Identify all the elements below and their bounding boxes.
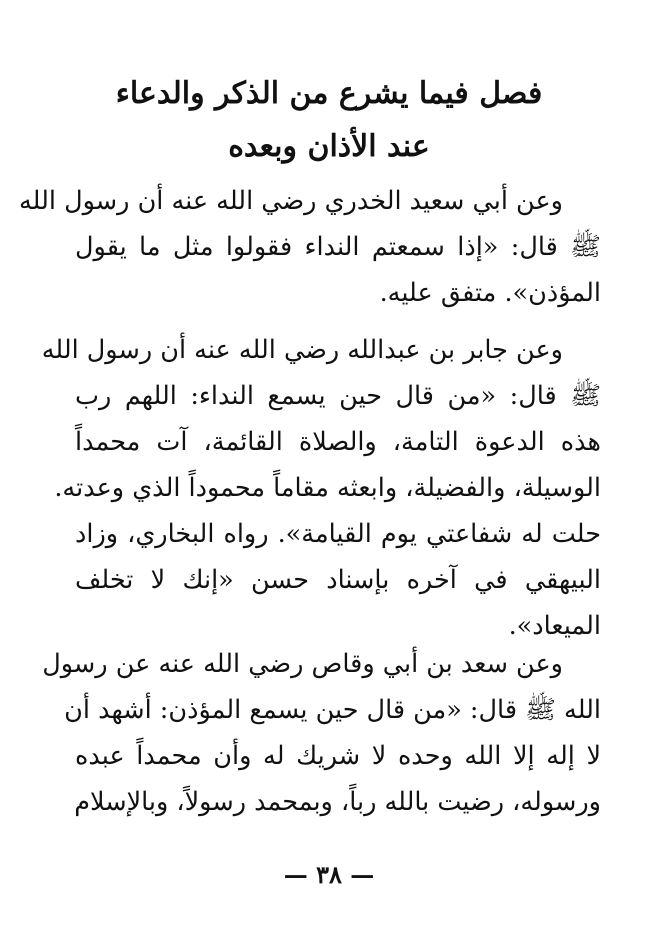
- paragraph-3: [42, 641, 601, 825]
- paragraph-line: البيهقي في آخره بإسناد حسن «إنك لا تخلف: [75, 565, 601, 595]
- section-title: فصل فيما يشرع من الذكر والدعاء: [115, 76, 543, 111]
- paragraph-line: ﷺ قال: «إذا سمعتم النداء فقولوا مثل ما يقول: [75, 232, 601, 262]
- paragraph-line: الوسيلة، والفضيلة، وابعثه مقاماً محموداً الذي وعدته.: [54, 473, 601, 503]
- paragraph-line: ﷺ قال: «من قال حين يسمع النداء: اللهم رب: [75, 381, 601, 411]
- paragraph-line: هذه الدعوة التامة، والصلاة القائمة، آت محمداً: [75, 427, 601, 457]
- paragraph-2: [41, 327, 601, 649]
- paragraph-line: وعن جابر بن عبدالله رضي الله عنه أن رسول الله: [41, 335, 563, 365]
- paragraph-line: الله ﷺ قال: «من قال حين يسمع المؤذن: أشهد أن: [64, 695, 601, 725]
- section-subtitle: عند الأذان وبعده: [228, 129, 430, 164]
- paragraph-line: لا إله إلا الله وحده لا شريك له وأن محمداً عبده: [75, 741, 601, 771]
- page-number: — ٣٨ —: [283, 860, 375, 889]
- paragraph-line: الميعاد».: [508, 611, 601, 641]
- paragraph-line: وعن سعد بن أبي وقاص رضي الله عنه عن رسول: [42, 649, 563, 679]
- paragraph-line: ورسوله، رضيت بالله رباً، وبمحمد رسولاً، وبالإسلام: [74, 787, 601, 817]
- paragraph-line: المؤذن». متفق عليه.: [379, 278, 601, 308]
- paragraph-line: وعن أبي سعيد الخدري رضي الله عنه أن رسول الله: [19, 186, 563, 216]
- paragraph-1: [19, 178, 601, 316]
- paragraph-line: حلت له شفاعتي يوم القيامة». رواه البخاري، وزاد: [75, 519, 601, 549]
